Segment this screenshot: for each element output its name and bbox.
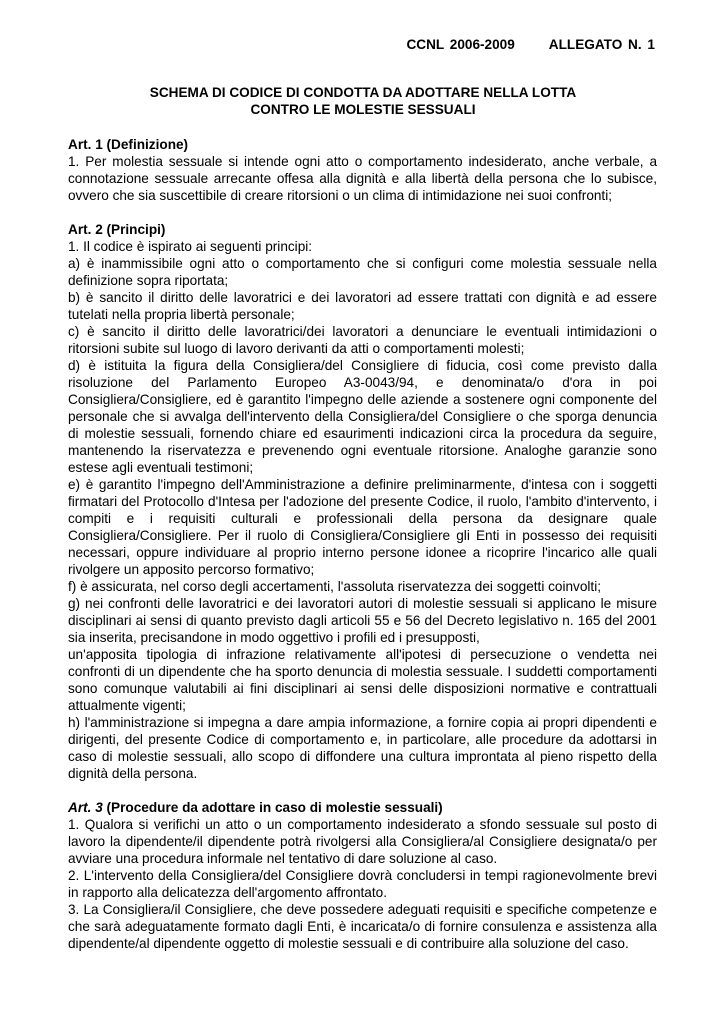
paragraph: d) è istituita la figura della Consigliera/del Consigliere di fiducia, così come previsto dalla risoluzione del Parlamento Europeo A3-0043/94, e denominata/o d'ora in poi Consigliera/Consigliere, ed è garantito l'impegno delle aziende a sostenere ogni componente del personale che si avvalga dell'intervento della Consigliera/del Consigliere o che sporga denuncia di molestie sessuali, fornendo chiare ed esaurimenti indicazioni circa la procedura da seguire, mantenendo la riservatezza e prevenendo ogni eventuale ritorsione. Analoghe garanzie sono estese agli eventuali testimoni; bbox=[68, 358, 657, 475]
article-3 bbox=[68, 799, 657, 952]
allegato-label: ALLEGATO N. 1 bbox=[548, 37, 655, 52]
paragraph: b) è sancito il diritto delle lavoratrici e dei lavoratori ad essere trattati con dignità e ad essere tutelati nella propria libertà personale; bbox=[68, 290, 657, 322]
paragraph: 3. La Consigliera/il Consigliere, che deve possedere adeguati requisiti e specifiche competenze e che sarà adeguatamente formato dagli Enti, è incaricata/o di fornire consulenza e assistenza alla dipendente/al dipendente oggetto di molestie sessuali e di contribuire alla soluzione del caso. bbox=[68, 902, 657, 951]
page-header bbox=[406, 36, 655, 53]
document-title bbox=[68, 84, 658, 118]
article-heading: Art. 1 (Definizione) bbox=[68, 137, 189, 152]
paragraph: 1. Qualora si verifichi un atto o un comportamento indesiderato a sfondo sessuale sul posto di lavoro la dipendente/il dipendente potrà rivolgersi alla Consigliera/al Consigliere designata/o per avviare una procedura informale nel tentativo di dare soluzione al caso. bbox=[68, 817, 657, 866]
paragraph: un'apposita tipologia di infrazione relativamente all'ipotesi di persecuzione o vendetta nei confronti di un dipendente che ha sporto denuncia di molestia sessuale. I suddetti comportamenti sono comunque valutabili ai fini disciplinari ai sensi delle disposizioni normative e contrattuali attualmente vigenti; bbox=[68, 647, 657, 713]
title-line-1: SCHEMA DI CODICE DI CONDOTTA DA ADOTTARE NELLA LOTTA bbox=[149, 85, 577, 100]
article-title: (Procedure da adottare in caso di molestie sessuali) bbox=[102, 800, 443, 815]
title-line-2: CONTRO LE MOLESTIE SESSUALI bbox=[250, 102, 476, 117]
ccnl-label: CCNL 2006-2009 bbox=[406, 37, 515, 52]
paragraph: a) è inammissibile ogni atto o comportamento che si configuri come molestia sessuale nella definizione sopra riportata; bbox=[68, 256, 657, 288]
article-heading bbox=[68, 799, 657, 816]
document-body bbox=[68, 136, 657, 969]
paragraph: h) l'amministrazione si impegna a dare ampia informazione, a fornire copia ai propri dipendenti e dirigenti, del presente Codice di comportamento e, in particolare, alle procedure da adottarsi in caso di molestie sessuali, allo scopo di diffondere una cultura improntata al pieno rispetto della dignità della persona. bbox=[68, 715, 657, 781]
article-number: Art. 3 bbox=[68, 800, 103, 815]
article-heading: Art. 2 (Principi) bbox=[68, 222, 166, 237]
paragraph: c) è sancito il diritto delle lavoratrici/dei lavoratori a denunciare le eventuali intimidazioni o ritorsioni subite sul luogo di lavoro derivanti da atti o comportamenti molesti; bbox=[68, 324, 657, 356]
paragraph: f) è assicurata, nel corso degli accertamenti, l'assoluta riservatezza dei soggetti coinvolti; bbox=[68, 579, 602, 594]
paragraph: 1. Per molestia sessuale si intende ogni atto o comportamento indesiderato, anche verbale, a connotazione sessuale arrecante offesa alla dignità e alla libertà della persona che lo subisce, ovvero che sia suscettibile di creare ritorsioni o un clima di intimidazione nei suoi confronti; bbox=[68, 154, 657, 203]
article-1 bbox=[68, 136, 657, 204]
paragraph: e) è garantito l'impegno dell'Amministrazione a definire preliminarmente, d'intesa con i soggetti firmatari del Protocollo d'Intesa per l'adozione del presente Codice, il ruolo, l'ambito d'intervento, i compiti e i requisiti culturali e professionali della persona da designare quale Consigliera/Consigliere. Per il ruolo di Consigliera/Consigliere gli Enti in possesso dei requisiti necessari, oppure individuare al proprio interno persone idonee a ricoprire l'incarico alle quali rivolgere un apposito percorso formativo; bbox=[68, 477, 657, 577]
article-2 bbox=[68, 221, 657, 782]
paragraph: 2. L'intervento della Consigliera/del Consigliere dovrà concludersi in tempi ragionevolmente brevi in rapporto alla delicatezza dell'argomento affrontato. bbox=[68, 868, 657, 900]
paragraph: 1. Il codice è ispirato ai seguenti principi: bbox=[68, 239, 313, 254]
paragraph: g) nei confronti delle lavoratrici e dei lavoratori autori di molestie sessuali si applicano le misure disciplinari ai sensi di quanto previsto dagli articoli 55 e 56 del Decreto legislativo n. 165 del 2001 sia inserita, precisandone in modo oggettivo i profili ed i presupposti, bbox=[68, 596, 657, 645]
